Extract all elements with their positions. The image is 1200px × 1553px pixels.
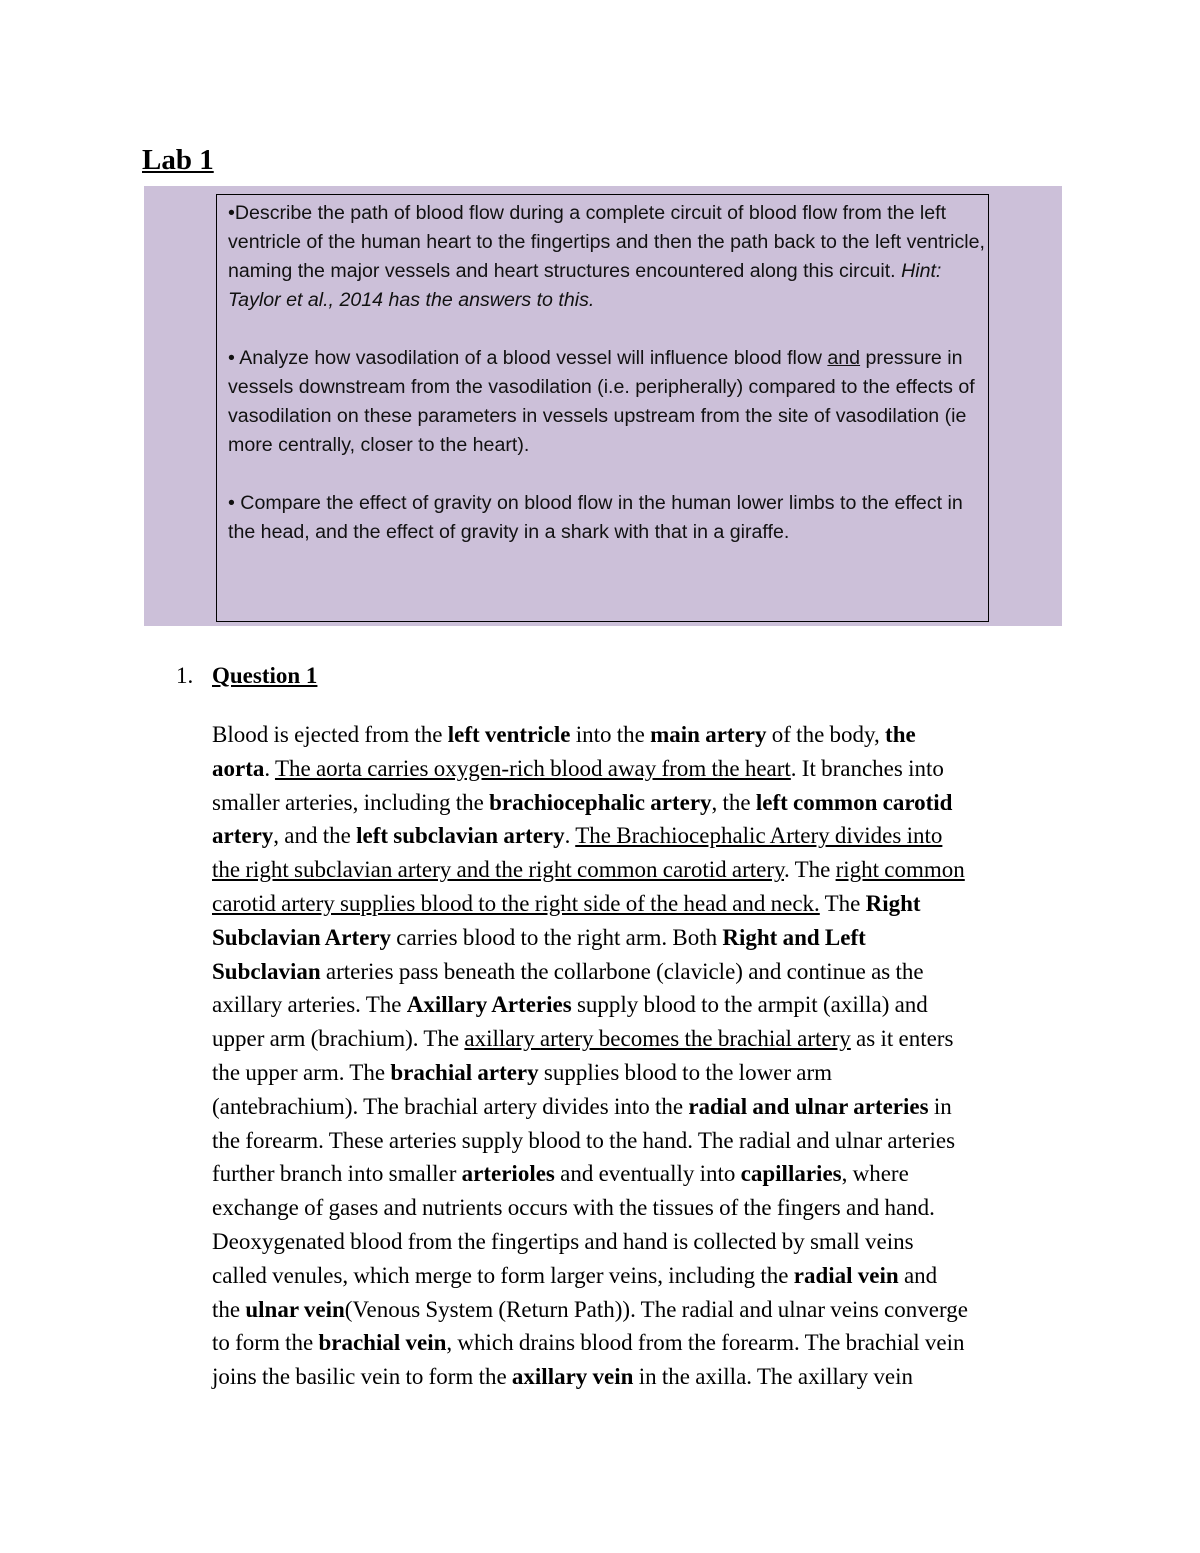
answer-line: axillary arteries. The Axillary Arteries supply blood to the armpit (axilla) and bbox=[212, 992, 928, 1018]
answer-line: to form the brachial vein, which drains blood from the forearm. The brachial vein bbox=[212, 1330, 965, 1356]
answer-line: Blood is ejected from the left ventricle into the main artery of the body, the bbox=[212, 722, 916, 747]
answer-line: called venules, which merge to form larger veins, including the radial vein and bbox=[212, 1262, 938, 1288]
answer-line: (antebrachium). The brachial artery divides into the radial and ulnar arteries in bbox=[212, 1093, 952, 1119]
answer-line: the ulnar vein(Venous System (Return Path)). The radial and ulnar veins converge bbox=[212, 1296, 968, 1322]
prompt-item-gravity: • Compare the effect of gravity on blood flow in the human lower limbs to the effect in the head, and the effect of gravity in a shark with that in a giraffe. bbox=[228, 492, 963, 543]
question-number: 1. bbox=[176, 663, 194, 688]
answer-line: exchange of gases and nutrients occurs with the tissues of the fingers and hand. bbox=[212, 1195, 935, 1221]
lab-prompt-box bbox=[216, 194, 989, 622]
answer-line: the upper arm. The brachial artery supplies blood to the lower arm bbox=[212, 1059, 833, 1085]
answer-line: smaller arteries, including the brachiocephalic artery, the left common carotid bbox=[212, 789, 953, 815]
answer-line: further branch into smaller arterioles and eventually into capillaries, where bbox=[212, 1161, 909, 1187]
answer-line: joins the basilic vein to form the axillary vein in the axilla. The axillary vein bbox=[212, 1364, 913, 1390]
answer-line: Subclavian arteries pass beneath the collarbone (clavicle) and continue as the bbox=[212, 958, 924, 984]
answer-line: artery, and the left subclavian artery. The Brachiocephalic Artery divides into bbox=[212, 823, 943, 849]
answer-line: the right subclavian artery and the right common carotid artery. The right common bbox=[212, 857, 965, 883]
page-title: Lab 1 bbox=[142, 144, 214, 176]
answer-line: upper arm (brachium). The axillary artery becomes the brachial artery as it enters bbox=[212, 1026, 954, 1052]
question-heading bbox=[176, 660, 317, 692]
answer-paragraph bbox=[212, 718, 1072, 1394]
answer-line: carotid artery supplies blood to the right side of the head and neck. The Right bbox=[212, 890, 921, 916]
answer-line: Subclavian Artery carries blood to the right arm. Both Right and Left bbox=[212, 924, 866, 950]
answer-line: the forearm. These arteries supply blood to the hand. The radial and ulnar arteries bbox=[212, 1127, 956, 1153]
prompt-item-vasodilation: • Analyze how vasodilation of a blood vessel will influence blood flow and pressure in vessels downstream from the vasodilation (i.e. peripherally) compared to the effects of vasodilation on these parameters in vessels upstream from the site of vasodilation (ie more centrally, closer to the heart). bbox=[228, 347, 975, 456]
prompt-hint: Hint: Taylor et al., 2014 has the answers to this. bbox=[228, 260, 942, 311]
answer-line: Deoxygenated blood from the fingertips and hand is collected by small veins bbox=[212, 1228, 914, 1254]
prompt-item-blood-flow-path: •Describe the path of blood flow during a complete circuit of blood flow from the left ventricle of the human heart to the fingertips and then the path back to the left ventricle, naming the major vessels and heart structures encountered along this circuit. Hint: Taylor et al., 2014 has the answers to this. bbox=[228, 202, 985, 311]
answer-line: aorta. The aorta carries oxygen-rich blood away from the heart. It branches into bbox=[212, 755, 944, 781]
question-label: Question 1 bbox=[212, 663, 318, 688]
